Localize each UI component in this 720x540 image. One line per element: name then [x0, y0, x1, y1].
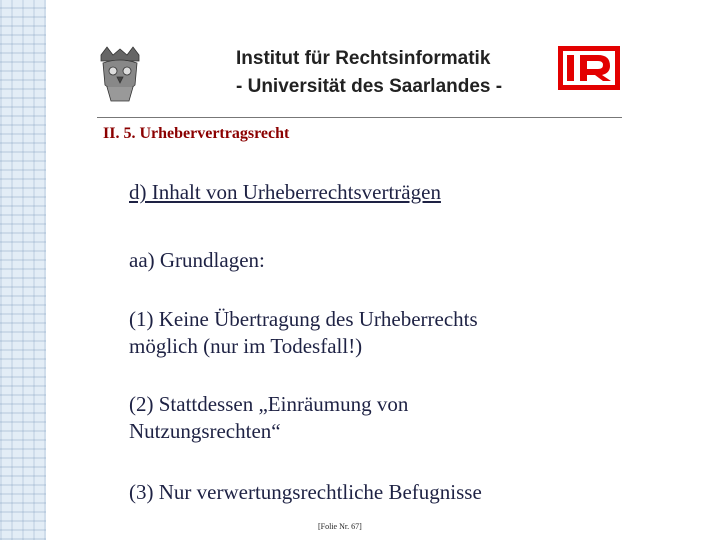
list-item	[129, 306, 478, 360]
subheading: aa) Grundlagen:	[129, 248, 265, 272]
university-seal-icon	[97, 45, 143, 103]
slide-heading: d) Inhalt von Urheberrechtsverträgen	[129, 180, 441, 204]
slide-number: [Folie Nr. 67]	[318, 522, 362, 531]
list-item-line: (2) Stattdessen „Einräumung von	[129, 392, 409, 416]
list-item	[129, 391, 408, 445]
ir-logo-icon	[558, 46, 620, 90]
list-item-line: Nutzungsrechten“	[129, 419, 281, 443]
list-item-line: möglich (nur im Todesfall!)	[129, 334, 363, 358]
list-item-line: (3) Nur verwertungsrechtliche Befugnisse	[129, 480, 482, 504]
side-pattern-strip	[0, 0, 46, 540]
list-item-line: (1) Keine Übertragung des Urheberrechts	[129, 307, 478, 331]
list-item	[129, 479, 482, 506]
institute-title: Institut für Rechtsinformatik	[236, 48, 491, 69]
section-title: II. 5. Urhebervertragsrecht	[103, 125, 290, 142]
header-divider	[97, 117, 622, 118]
university-subtitle: - Universität des Saarlandes -	[236, 76, 503, 97]
